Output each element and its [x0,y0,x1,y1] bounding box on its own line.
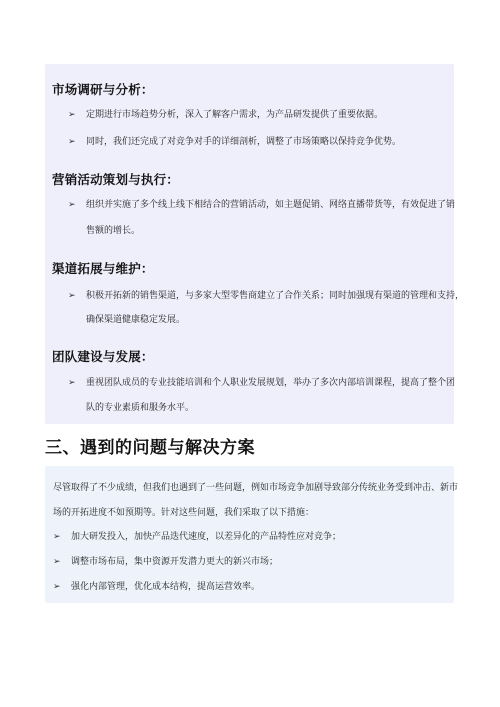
heading-channel-expansion: 渠道拓展与维护： [52,261,154,276]
list-item: 定期进行市场趋势分析，深入了解客户需求，为产品研发提供了重要依据。 [86,110,384,120]
list-item-continuation: 确保渠道健康稳定发展。 [86,315,186,325]
heading-market-research: 市场调研与分析： [52,82,154,97]
list-item: 同时，我们还完成了对竞争对手的详细剖析，调整了市场策略以保持竞争优势。 [86,137,402,147]
list-item: 积极开拓新的销售渠道，与多家大型零售商建立了合作关系；同时加强现有渠道的管理和支持， [86,291,465,301]
section-title-problems: 三、遇到的问题与解决方案 [45,438,255,458]
list-item-continuation: 队的专业素质和服务水平。 [86,403,195,413]
measure-item: 加大研发投入，加快产品迭代速度，以差异化的产品特性应对竞争； [71,532,342,542]
measure-item: 调整市场布局，集中资源开发潜力更大的新兴市场； [71,557,279,567]
bullet-arrow-icon: ➢ [68,110,76,120]
bullet-arrow-icon: ➢ [68,291,76,301]
intro-paragraph-line: 场的开拓进度不如预期等。针对这些问题，我们采取了以下措施： [53,508,315,518]
intro-paragraph-line: 尽管取得了不少成绩，但我们也遇到了一些问题，例如市场竞争加剧导致部分传统业务受到冲击、新市 [53,483,459,493]
bullet-arrow-icon: ➢ [53,582,61,592]
bullet-arrow-icon: ➢ [68,200,76,210]
bullet-arrow-icon: ➢ [53,557,61,567]
list-item-continuation: 售额的增长。 [86,226,141,236]
measure-item: 强化内部管理，优化成本结构，提高运营效率。 [71,582,261,592]
list-item: 重视团队成员的专业技能培训和个人职业发展规划，举办了多次内部培训课程，提高了整个团 [86,378,456,388]
bullet-arrow-icon: ➢ [68,378,76,388]
list-item: 组织并实施了多个线上线下相结合的营销活动，如主题促销、网络直播带货等，有效促进了销 [86,200,456,210]
bullet-arrow-icon: ➢ [68,137,76,147]
bullet-arrow-icon: ➢ [53,532,61,542]
heading-marketing-campaigns: 营销活动策划与执行： [52,172,180,187]
heading-team-building: 团队建设与发展： [52,349,154,364]
